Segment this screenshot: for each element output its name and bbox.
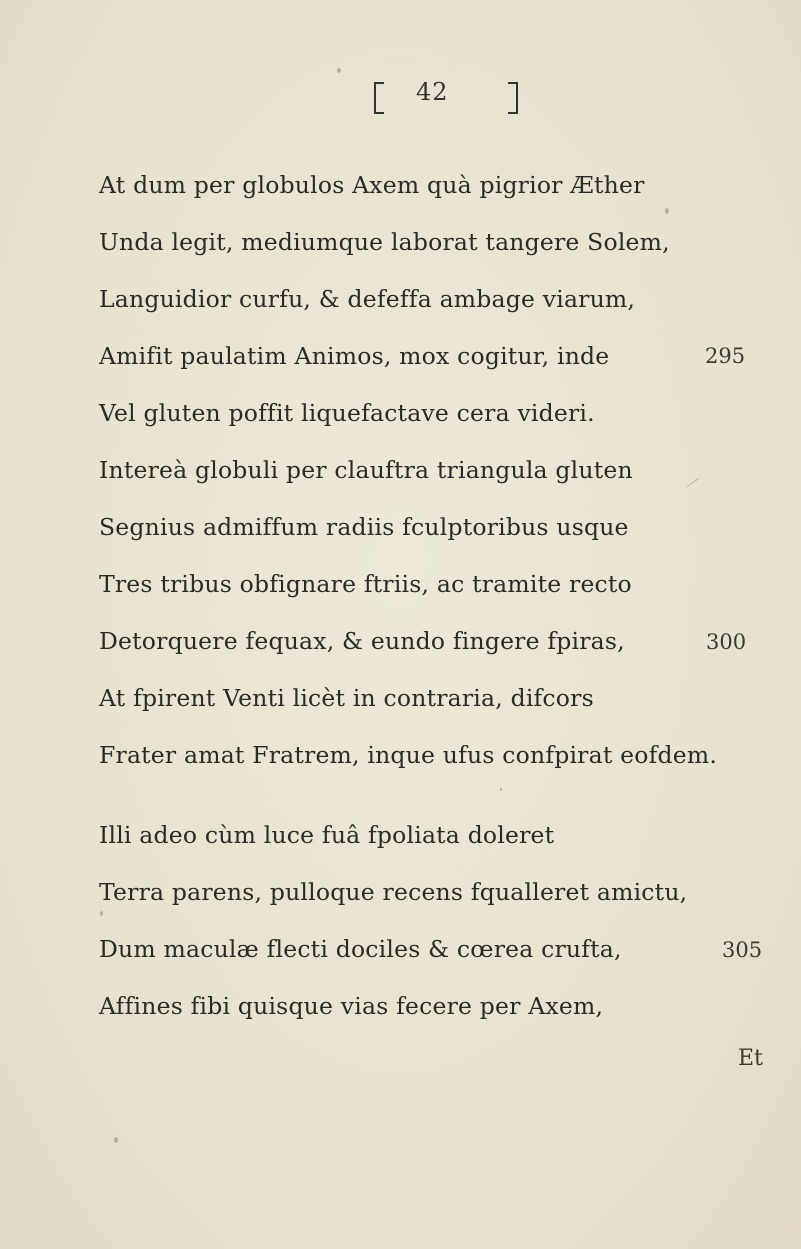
page-header xyxy=(360,72,540,116)
paper-speck xyxy=(687,478,699,487)
verse-line: Affines fibi quisque vias fecere per Axem, xyxy=(99,992,604,1020)
left-bracket xyxy=(374,82,384,114)
line-number-305: 305 xyxy=(722,938,763,962)
verse-line: Segnius admiffum radiis fculptoribus usque xyxy=(99,513,629,541)
paper-speck xyxy=(500,788,502,791)
verse-line: Detorquere fequax, & eundo fingere fpiras, xyxy=(99,627,625,655)
verse-line: At fpirent Venti licèt in contraria, difcors xyxy=(99,684,594,712)
verse-line: Tres tribus obfignare ftriis, ac tramite recto xyxy=(99,570,632,598)
catchword: Et xyxy=(738,1046,763,1071)
verse-line: Vel gluten poffit liquefactave cera videri. xyxy=(99,399,595,427)
verse-line: Intereà globuli per clauftra triangula gluten xyxy=(99,456,633,484)
verse-line: Frater amat Fratrem, inque ufus confpirat eofdem. xyxy=(99,741,718,769)
verse-line: Unda legit, mediumque laborat tangere Solem, xyxy=(99,228,670,256)
verse-line: Dum maculæ flecti dociles & cœrea crufta, xyxy=(99,935,622,963)
line-number-300: 300 xyxy=(706,630,747,654)
verse-line: Languidior curfu, & defeffa ambage viarum, xyxy=(99,285,636,313)
verse-line: At dum per globulos Axem quà pigrior Æther xyxy=(99,171,645,199)
paper-speck xyxy=(665,208,669,214)
verse-line: Illi adeo cùm luce fuâ fpoliata doleret xyxy=(99,821,555,849)
line-number-295: 295 xyxy=(705,344,746,368)
paper-speck xyxy=(114,1137,118,1143)
paper-speck xyxy=(100,911,103,916)
right-bracket xyxy=(508,82,518,114)
verse-line: Amifit paulatim Animos, mox cogitur, inde xyxy=(99,342,610,370)
paper-speck xyxy=(337,68,341,73)
page-number: 42 xyxy=(416,78,449,106)
verse-line: Terra parens, pulloque recens fqualleret amictu, xyxy=(99,878,688,906)
